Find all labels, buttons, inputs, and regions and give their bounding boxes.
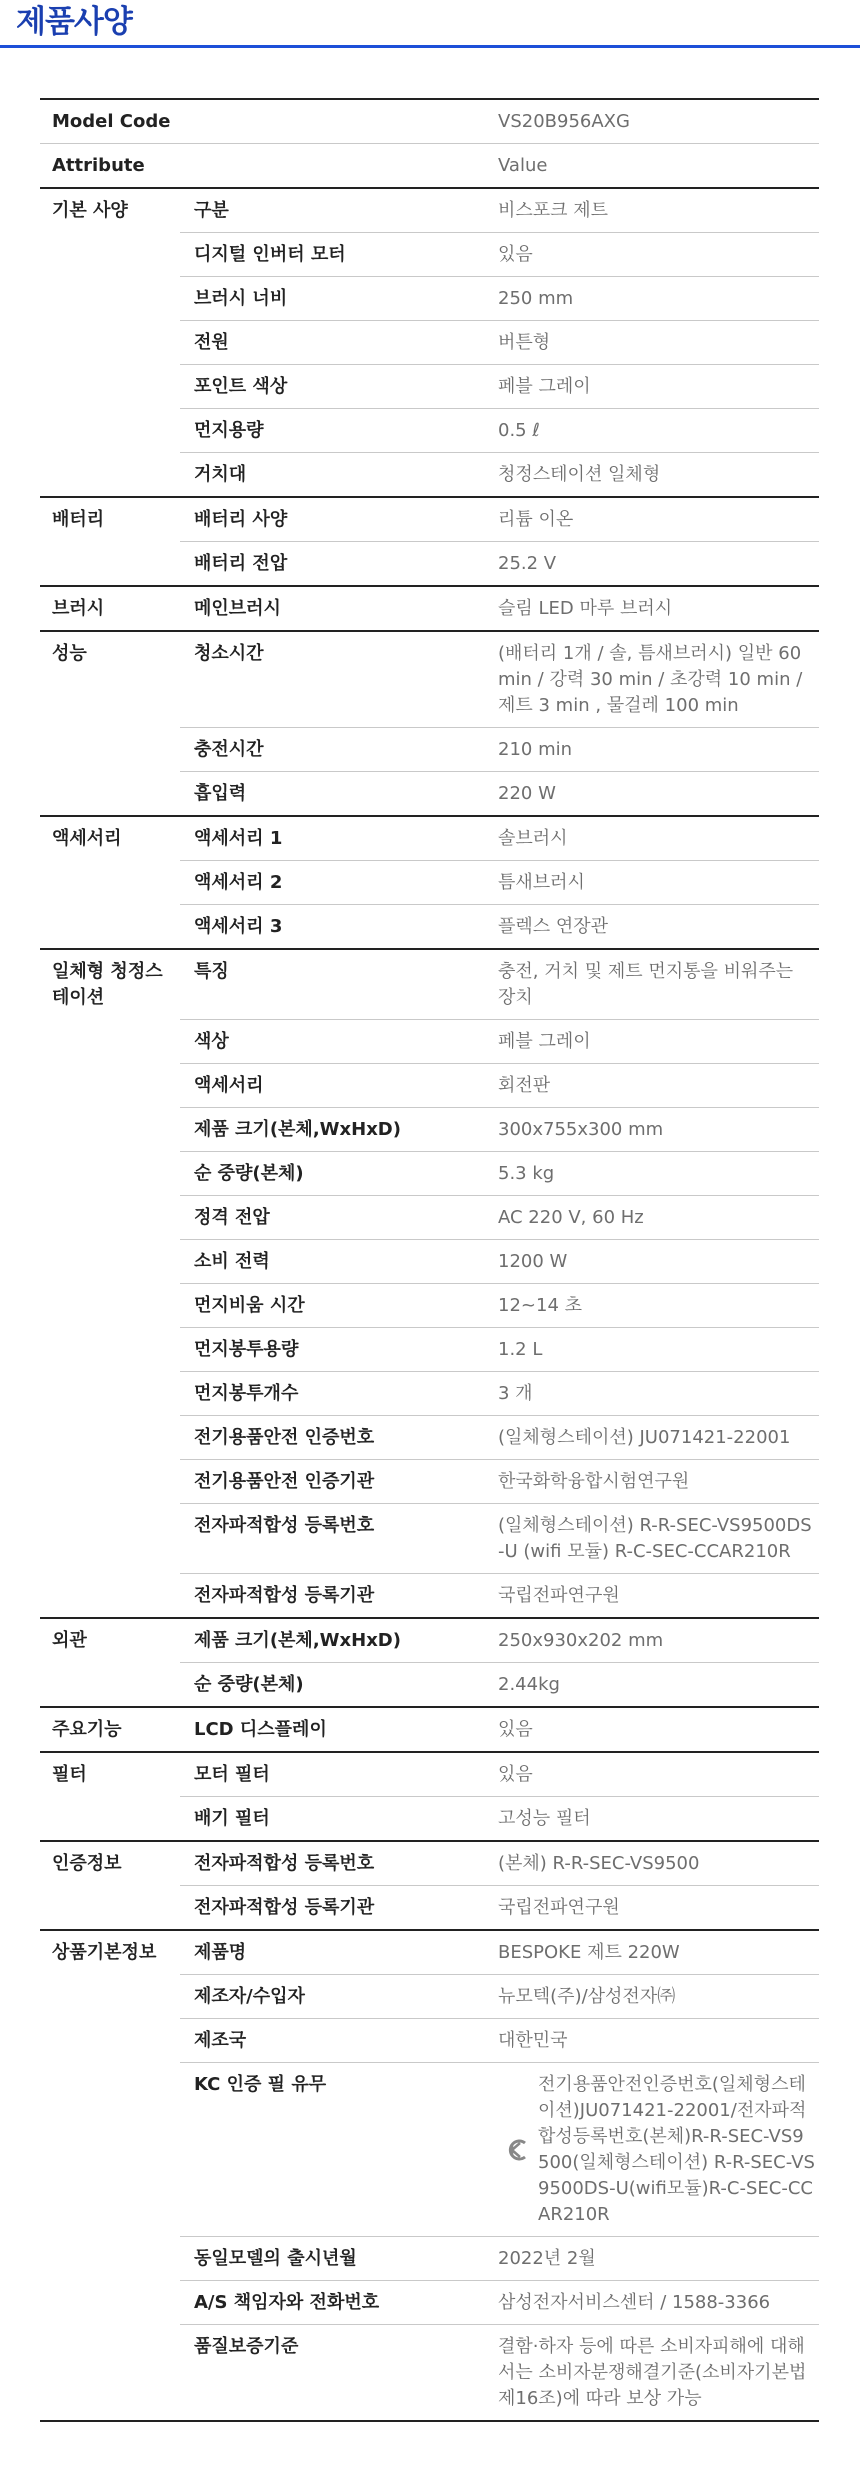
spec-group-rows xyxy=(180,498,819,585)
spec-key: 순 중량(본체) xyxy=(194,1674,304,1695)
spec-group xyxy=(40,1842,819,1931)
spec-row xyxy=(180,1753,819,1797)
spec-key: 배터리 전압 xyxy=(194,553,288,574)
spec-group xyxy=(40,1708,819,1753)
spec-row xyxy=(180,1108,819,1152)
spec-value: AC 220 V, 60 Hz xyxy=(498,1207,644,1228)
spec-value: 회전판 xyxy=(498,1075,551,1096)
spec-row xyxy=(180,1196,819,1240)
spec-value: 청정스테이션 일체형 xyxy=(498,464,661,485)
spec-key: 순 중량(본체) xyxy=(194,1163,304,1184)
spec-key: 먼지비움 시간 xyxy=(194,1295,305,1316)
spec-key: 제품 크기(본체,WxHxD) xyxy=(194,1630,401,1651)
spec-row xyxy=(180,1328,819,1372)
spec-group-label: 브러시 xyxy=(52,598,105,619)
spec-row xyxy=(180,1708,819,1751)
spec-row xyxy=(180,772,819,815)
spec-value: 300x755x300 mm xyxy=(498,1119,664,1140)
spec-value: 전기용품안전인증번호(일체형스테이션)JU071421-22001/전자파적합성등록번호(본체)R-R-SEC-VS9500(일체형스테이션) R-R-SEC-VS9500DS-U(wifi모듈)R-C-SEC-CCAR210R xyxy=(538,2074,815,2225)
spec-row xyxy=(180,1504,819,1574)
spec-row xyxy=(180,950,819,1020)
kc-mark-wrap xyxy=(498,2072,815,2228)
spec-group-rows xyxy=(180,1708,819,1751)
spec-group-label: 필터 xyxy=(52,1764,87,1785)
model-code-row xyxy=(40,100,819,144)
model-code-value: VS20B956AXG xyxy=(498,111,630,132)
spec-group-rows xyxy=(180,632,819,815)
spec-value: BESPOKE 제트 220W xyxy=(498,1942,680,1963)
spec-group-label: 성능 xyxy=(52,643,87,664)
spec-group xyxy=(40,1753,819,1842)
spec-group xyxy=(40,1931,819,2422)
spec-key: 먼지봉투용량 xyxy=(194,1339,299,1360)
spec-row xyxy=(180,1574,819,1617)
spec-row xyxy=(180,277,819,321)
spec-value: 삼성전자서비스센터 / 1588-3366 xyxy=(498,2292,771,2313)
spec-group xyxy=(40,817,819,950)
spec-row xyxy=(180,2237,819,2281)
spec-row xyxy=(180,1240,819,1284)
spec-row xyxy=(180,1975,819,2019)
spec-row xyxy=(180,321,819,365)
spec-row xyxy=(180,498,819,542)
spec-group-label: 상품기본정보 xyxy=(52,1942,157,1963)
spec-row xyxy=(180,2063,819,2237)
model-code-label: Model Code xyxy=(52,111,171,132)
spec-key: 거치대 xyxy=(194,464,247,485)
spec-group-rows xyxy=(180,189,819,496)
spec-value: (일체형스테이션) JU071421-22001 xyxy=(498,1427,791,1448)
spec-row xyxy=(180,817,819,861)
spec-key: 특징 xyxy=(194,961,229,982)
spec-group-label: 기본 사양 xyxy=(52,200,128,221)
spec-row xyxy=(180,1931,819,1975)
spec-row xyxy=(180,1064,819,1108)
attribute-header-row xyxy=(40,144,819,189)
spec-row xyxy=(180,905,819,948)
spec-value-with-icon xyxy=(498,2063,819,2236)
spec-value: 솔브러시 xyxy=(498,828,568,849)
spec-key: 품질보증기준 xyxy=(194,2336,299,2357)
spec-group-label: 액세서리 xyxy=(52,828,122,849)
spec-key: 흡입력 xyxy=(194,783,247,804)
spec-key: 전자파적합성 등록번호 xyxy=(194,1515,375,1536)
spec-group-label: 배터리 xyxy=(52,509,105,530)
spec-value: 페블 그레이 xyxy=(498,1031,591,1052)
spec-value: 1.2 L xyxy=(498,1339,543,1360)
spec-row xyxy=(180,1372,819,1416)
spec-key: 정격 전압 xyxy=(194,1207,270,1228)
spec-group xyxy=(40,189,819,498)
spec-key: 색상 xyxy=(194,1031,229,1052)
spec-value: 0.5 ℓ xyxy=(498,420,540,441)
spec-group xyxy=(40,587,819,632)
spec-value: 결함·하자 등에 따른 소비자피해에 대해서는 소비자분쟁해결기준(소비자기본법 제16조)에 따라 보상 가능 xyxy=(498,2336,807,2409)
spec-key: 제조국 xyxy=(194,2030,247,2051)
spec-value: 슬림 LED 마루 브러시 xyxy=(498,598,673,619)
spec-row xyxy=(180,365,819,409)
spec-value: 대한민국 xyxy=(498,2030,568,2051)
spec-group-label: 인증정보 xyxy=(52,1853,122,1874)
spec-value: 250 mm xyxy=(498,288,574,309)
spec-row xyxy=(180,728,819,772)
spec-value: 12~14 초 xyxy=(498,1295,583,1316)
spec-value: 25.2 V xyxy=(498,553,557,574)
spec-value: 220 W xyxy=(498,783,556,804)
spec-key: KC 인증 필 유무 xyxy=(194,2074,327,2095)
spec-group-rows xyxy=(180,817,819,948)
spec-value: 리튬 이온 xyxy=(498,509,574,530)
spec-key: 전자파적합성 등록기관 xyxy=(194,1585,375,1606)
spec-value: 2.44kg xyxy=(498,1674,560,1695)
spec-value: 비스포크 제트 xyxy=(498,200,609,221)
spec-group-rows xyxy=(180,1842,819,1929)
spec-key: 전자파적합성 등록번호 xyxy=(194,1853,375,1874)
spec-key: 전기용품안전 인증기관 xyxy=(194,1471,375,1492)
spec-value: (배터리 1개 / 솔, 틈새브러시) 일반 60 min / 강력 30 min / 초강력 10 min / 제트 3 min , 물걸레 100 min xyxy=(498,643,803,716)
spec-row xyxy=(180,189,819,233)
spec-key: 먼지봉투개수 xyxy=(194,1383,299,1404)
spec-group xyxy=(40,632,819,817)
spec-value: (본체) R-R-SEC-VS9500 xyxy=(498,1853,700,1874)
spec-row xyxy=(180,233,819,277)
spec-group-rows xyxy=(180,1619,819,1706)
spec-key: 메인브러시 xyxy=(194,598,281,619)
spec-row xyxy=(180,587,819,630)
spec-key: 디지털 인버터 모터 xyxy=(194,244,346,265)
spec-value: 있음 xyxy=(498,1719,533,1740)
spec-key: A/S 책임자와 전화번호 xyxy=(194,2292,380,2313)
spec-row xyxy=(180,2019,819,2063)
spec-key: 배터리 사양 xyxy=(194,509,288,530)
spec-row xyxy=(180,1797,819,1840)
spec-table xyxy=(40,98,819,2422)
spec-key: LCD 디스플레이 xyxy=(194,1719,327,1740)
spec-value: (일체형스테이션) R-R-SEC-VS9500DS-U (wifi 모듈) R-C-SEC-CCAR210R xyxy=(498,1515,812,1562)
spec-value: 페블 그레이 xyxy=(498,376,591,397)
title-divider xyxy=(0,45,860,48)
spec-row xyxy=(180,1152,819,1196)
spec-key: 배기 필터 xyxy=(194,1808,270,1829)
spec-value: 충전, 거치 및 제트 먼지통을 비워주는 장치 xyxy=(498,961,794,1008)
spec-group xyxy=(40,1619,819,1708)
spec-value: 5.3 kg xyxy=(498,1163,555,1184)
spec-value: 있음 xyxy=(498,1764,533,1785)
spec-row xyxy=(180,1663,819,1706)
spec-row xyxy=(180,453,819,496)
spec-row xyxy=(180,632,819,728)
spec-row xyxy=(180,409,819,453)
spec-key: 구분 xyxy=(194,200,229,221)
spec-value: 1200 W xyxy=(498,1251,568,1272)
spec-group xyxy=(40,498,819,587)
spec-value: 틈새브러시 xyxy=(498,872,585,893)
attribute-header: Attribute xyxy=(52,155,145,176)
spec-key: 소비 전력 xyxy=(194,1251,270,1272)
page-title: 제품사양 xyxy=(16,4,132,40)
spec-value: 국립전파연구원 xyxy=(498,1897,620,1918)
spec-group-rows xyxy=(180,1753,819,1840)
spec-key: 모터 필터 xyxy=(194,1764,270,1785)
spec-row xyxy=(180,1416,819,1460)
spec-key: 브러시 너비 xyxy=(194,288,288,309)
spec-row xyxy=(180,1020,819,1064)
spec-row xyxy=(180,1460,819,1504)
spec-group-label: 외관 xyxy=(52,1630,87,1651)
spec-key: 동일모델의 출시년월 xyxy=(194,2248,357,2269)
spec-value: 한국화학융합시험연구원 xyxy=(498,1471,690,1492)
spec-key: 전기용품안전 인증번호 xyxy=(194,1427,375,1448)
spec-key: 충전시간 xyxy=(194,739,264,760)
spec-key: 전자파적합성 등록기관 xyxy=(194,1897,375,1918)
spec-key: 제품명 xyxy=(194,1942,247,1963)
spec-row xyxy=(180,1842,819,1886)
spec-key: 액세서리 3 xyxy=(194,916,283,937)
spec-key: 액세서리 xyxy=(194,1075,264,1096)
spec-value: 2022년 2월 xyxy=(498,2248,596,2269)
value-header: Value xyxy=(498,155,548,176)
kc-mark-icon xyxy=(508,2138,530,2162)
spec-row xyxy=(180,2325,819,2420)
spec-value: 뉴모텍(주)/삼성전자㈜ xyxy=(498,1986,676,2007)
spec-row xyxy=(180,1284,819,1328)
spec-value: 고성능 필터 xyxy=(498,1808,591,1829)
spec-group-label: 일체형 청정스테이션 xyxy=(52,961,163,1008)
spec-value: 버튼형 xyxy=(498,332,551,353)
spec-key: 제품 크기(본체,WxHxD) xyxy=(194,1119,401,1140)
spec-key: 먼지용량 xyxy=(194,420,264,441)
spec-value: 있음 xyxy=(498,244,533,265)
spec-value: 국립전파연구원 xyxy=(498,1585,620,1606)
spec-key: 액세서리 2 xyxy=(194,872,283,893)
spec-group-rows xyxy=(180,950,819,1617)
spec-group-rows xyxy=(180,587,819,630)
spec-key: 전원 xyxy=(194,332,229,353)
spec-value: 플렉스 연장관 xyxy=(498,916,609,937)
spec-key: 청소시간 xyxy=(194,643,264,664)
spec-value: 250x930x202 mm xyxy=(498,1630,664,1651)
spec-row xyxy=(180,1619,819,1663)
spec-key: 포인트 색상 xyxy=(194,376,288,397)
spec-row xyxy=(180,861,819,905)
spec-key: 제조자/수입자 xyxy=(194,1986,305,2007)
spec-group xyxy=(40,950,819,1619)
spec-key: 액세서리 1 xyxy=(194,828,283,849)
spec-row xyxy=(180,1886,819,1929)
spec-group-label: 주요기능 xyxy=(52,1719,122,1740)
spec-row xyxy=(180,542,819,585)
spec-value: 3 개 xyxy=(498,1383,533,1404)
spec-value: 210 min xyxy=(498,739,573,760)
spec-group-rows xyxy=(180,1931,819,2420)
spec-row xyxy=(180,2281,819,2325)
